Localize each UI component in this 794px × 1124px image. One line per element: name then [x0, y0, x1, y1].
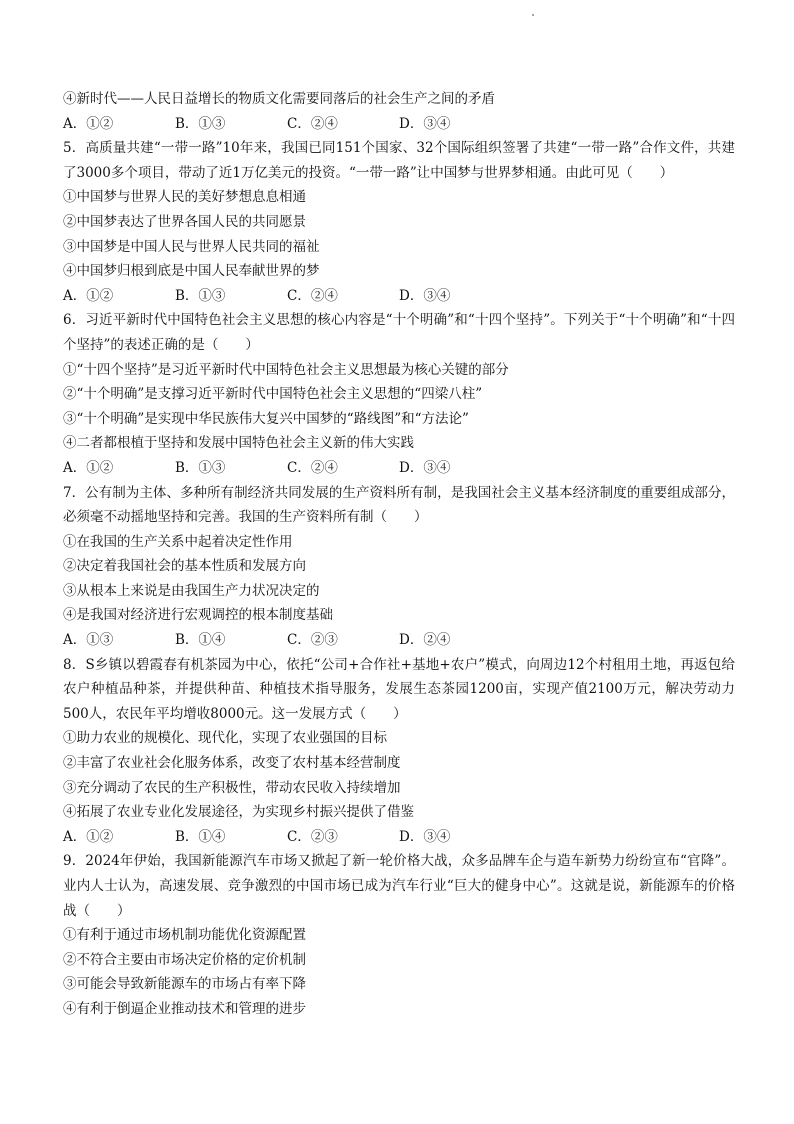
q5-option-d[interactable]: D．③④: [399, 287, 451, 304]
q4-option-a[interactable]: A．①②: [63, 115, 114, 132]
q5-options: [63, 284, 735, 309]
q8-item-1: ①助力农业的规模化、现代化，实现了农业强国的目标: [63, 730, 387, 747]
q6-options: [63, 456, 735, 481]
q5-option-c[interactable]: C．②④: [287, 287, 338, 304]
q7-option-c[interactable]: C．②③: [287, 632, 338, 649]
q8-options: [63, 825, 735, 850]
q8-item-4: ④拓展了农业专业化发展途径，为实现乡村振兴提供了借鉴: [63, 804, 414, 821]
q4-option-b[interactable]: B．①③: [175, 115, 226, 132]
q7-options: [63, 628, 735, 653]
q7-item-3: ③从根本上来说是由我国生产力状况决定的: [63, 582, 320, 599]
q7-option-b[interactable]: B．①④: [175, 632, 226, 649]
q4-option-c[interactable]: C．②④: [287, 115, 338, 132]
q6-item-1: ①“十四个坚持”是习近平新时代中国特色社会主义思想最为核心关键的部分: [63, 361, 509, 378]
q7-item-1: ①在我国的生产关系中起着决定性作用: [63, 533, 293, 550]
q7-item-2: ②决定着我国社会的基本性质和发展方向: [63, 558, 306, 575]
q5-stem: 5．高质量共建“一带一路”10年来，我国已同151个国家、32个国际组织签署了共建“一带一路”合作文件，共建了3000多个项目，带动了近1万亿美元的投资。“一带一路”让中国梦与世界梦相通。由此可见（ ）: [63, 140, 735, 181]
q4-option-d[interactable]: D．③④: [399, 115, 451, 132]
q6-option-a[interactable]: A．①②: [63, 459, 114, 476]
q7-option-a[interactable]: A．①③: [63, 632, 114, 649]
q6-item-2: ②“十个明确”是支撑习近平新时代中国特色社会主义思想的“四梁八柱”: [63, 386, 483, 403]
q7-stem: 7．公有制为主体、多种所有制经济共同发展的生产资料所有制，是我国社会主义基本经济制度的重要组成部分，必须毫不动摇地坚持和完善。我国的生产资料所有制（ ）: [63, 484, 735, 526]
q8-option-d[interactable]: D．③④: [399, 828, 451, 845]
exam-page-content: [63, 87, 735, 1022]
q5-item-2: ②中国梦表达了世界各国人民的共同愿景: [63, 213, 306, 230]
q8-item-3: ③充分调动了农民的生产积极性，带动农民收入持续增加: [63, 779, 401, 796]
q7-option-d[interactable]: D．②④: [399, 632, 451, 649]
q9-item-4: ④有利于倒逼企业推动技术和管理的进步: [63, 1000, 306, 1017]
q6-item-4: ④二者都根植于坚持和发展中国特色社会主义新的伟大实践: [63, 435, 414, 452]
q9-item-1: ①有利于通过市场机制功能优化资源配置: [63, 927, 306, 944]
q6-stem: 6．习近平新时代中国特色社会主义思想的核心内容是“十个明确”和“十四个坚持”。下列关于“十个明确”和“十四个坚持”的表述正确的是（ ）: [63, 312, 735, 353]
q9-stem: 9．2024年伊始，我国新能源汽车市场又掀起了新一轮价格大战，众多品牌车企与造车新势力纷纷宣布“官降”。业内人士认为，高速发展、竞争激烈的中国市场已成为汽车行业“巨大的健身中心”。这就是说，新能源车的价格战（ ）: [63, 853, 735, 919]
q6-option-b[interactable]: B．①③: [175, 459, 226, 476]
q5-item-4: ④中国梦归根到底是中国人民奉献世界的梦: [63, 263, 320, 280]
q4-item-4: ④新时代——人民日益增长的物质文化需要同落后的社会生产之间的矛盾: [63, 91, 495, 107]
q9-item-2: ②不符合主要由市场决定价格的定价机制: [63, 951, 306, 968]
q4-options: [63, 112, 735, 137]
q6-option-d[interactable]: D．③④: [399, 459, 451, 476]
q6-item-3: ③“十个明确”是实现中华民族伟大复兴中国梦的“路线图”和“方法论”: [63, 410, 469, 427]
q5-item-3: ③中国梦是中国人民与世界人民共同的福祉: [63, 238, 320, 255]
q8-stem: 8．S乡镇以碧霞春有机茶园为中心，依托“公司+合作社+基地+农户”模式，向周边12个村租用土地，再返包给农户种植品种茶，并提供种苗、种植技术指导服务，发展生态茶园1200亩，实现产值2100万元，解决劳动力500人，农民年平均增收8000元。这一发展方式（ ）: [63, 656, 735, 722]
q7-item-4: ④是我国对经济进行宏观调控的根本制度基础: [63, 607, 333, 624]
q5-option-a[interactable]: A．①②: [63, 287, 114, 304]
scan-speck: [532, 14, 534, 16]
q6-option-c[interactable]: C．②④: [287, 459, 338, 476]
q8-option-a[interactable]: A．①②: [63, 828, 114, 845]
q8-option-b[interactable]: B．①④: [175, 828, 226, 845]
q8-item-2: ②丰富了农业社会化服务体系，改变了农村基本经营制度: [63, 755, 401, 772]
q5-option-b[interactable]: B．①③: [175, 287, 226, 304]
q9-item-3: ③可能会导致新能源车的市场占有率下降: [63, 976, 306, 993]
q8-option-c[interactable]: C．②③: [287, 828, 338, 845]
q5-item-1: ①中国梦与世界人民的美好梦想息息相通: [63, 189, 306, 206]
